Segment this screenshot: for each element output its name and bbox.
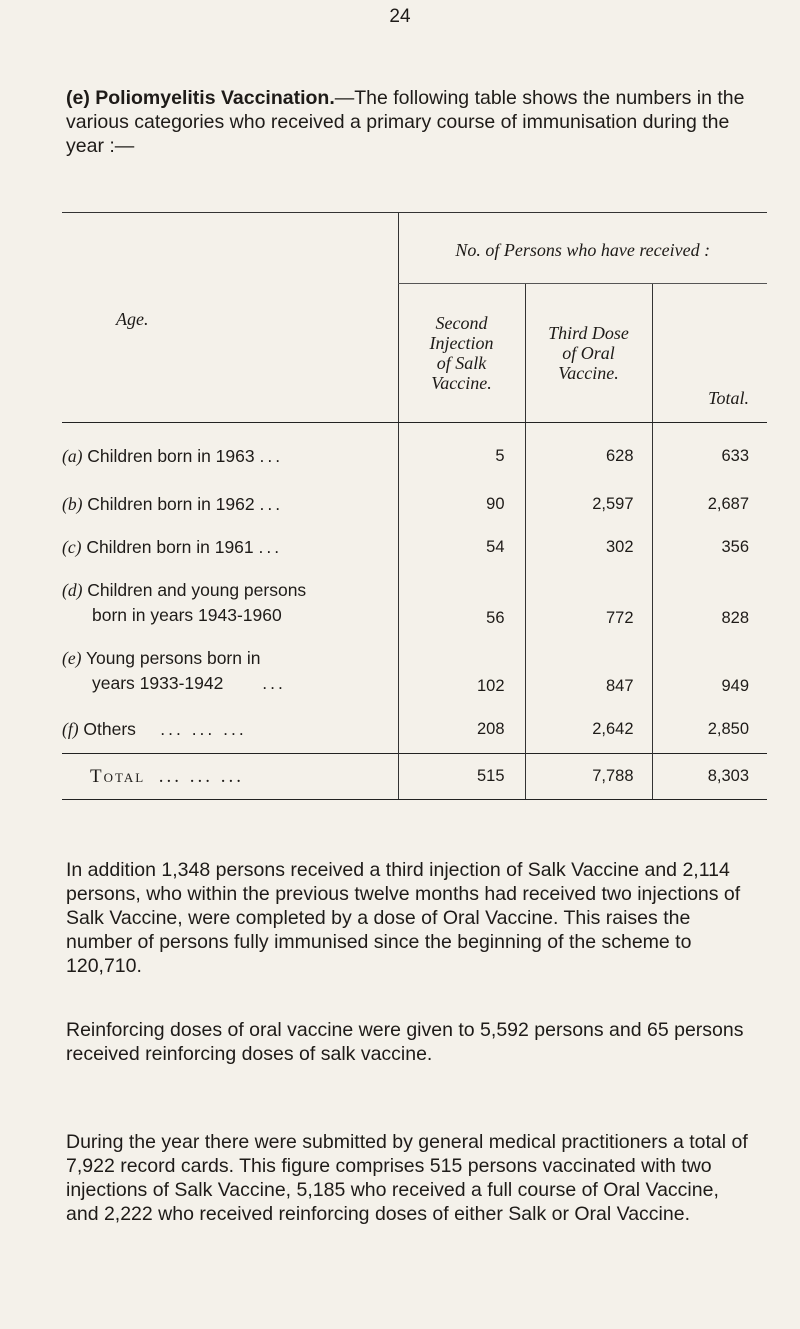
salk-value: 54 [398,526,525,569]
table-row [62,637,767,705]
row-leader: ... ... ... [158,766,244,787]
vaccination-table [62,212,767,800]
row-label-text: Others [83,718,136,739]
row-label [62,637,398,705]
oral-total-value: 7,788 [525,754,652,800]
salk-header-line: of Salk [436,353,487,373]
row-letter: (b) [62,494,83,514]
salk-value: 90 [398,483,525,526]
paragraph-reinforcing-doses: Reinforcing doses of oral vaccine were given to 5,592 persons and 65 persons received reinforcing doses of salk vaccine. [66,1019,744,1065]
oral-value: 302 [525,526,652,569]
row-label-text-continued-value: years 1933-1942 [92,673,224,693]
page-number: 24 [389,6,411,27]
table-row [62,423,767,484]
oral-header-line: Third Dose [548,323,629,343]
paragraph-record-cards: During the year there were submitted by general medical practitioners a total of 7,922 record cards. This figure comprises 515 persons vaccinated with two injections of Salk Vaccine, 5,185 who received a full course of Oral Vaccine, and 2,222 who received reinforcing doses of either Salk or Oral Vaccine. [66,1131,748,1225]
vaccination-table-container [62,212,767,800]
table-row [62,569,767,637]
row-letter: (c) [62,537,82,557]
row-label [62,423,398,484]
persons-received-group-header: No. of Persons who have received : [398,213,767,284]
row-label-text: Children born in 1963 [87,445,255,466]
total-column-header: Total. [652,284,767,423]
oral-column-header [525,284,652,423]
table-row [62,705,767,754]
table-row [62,483,767,526]
salk-header-line: Second [435,313,488,333]
total-row-label-text: Total [90,766,146,787]
row-leader: ... [259,445,284,466]
intro-text: —The following table shows the numbers in the various categories who received a primary course of immunisation during the year :— [66,87,745,157]
total-value: 2,687 [652,483,767,526]
row-label [62,526,398,569]
paragraph-additional-doses: In addition 1,348 persons received a third injection of Salk Vaccine and 2,114 persons, who within the previous twelve months had received two injections of Salk Vaccine, were completed by a dose of Oral Vaccine. This raises the number of persons fully immunised since the beginning of the scheme to 120,710. [66,859,741,977]
salk-value: 102 [398,637,525,705]
oral-value: 847 [525,637,652,705]
row-label-text: Children and young persons [87,580,307,600]
row-label [62,705,398,754]
total-value: 828 [652,569,767,637]
oral-header-line: Vaccine. [558,363,619,383]
salk-value: 5 [398,423,525,484]
row-leader: ... [258,537,283,557]
row-label [62,569,398,637]
table-row [62,526,767,569]
salk-total-value: 515 [398,754,525,800]
row-leader: ... [262,673,286,693]
row-label-text-continued: born in years 1943-1960 [92,605,282,625]
total-row-label [62,754,398,800]
row-label [62,483,398,526]
total-value: 949 [652,637,767,705]
intro-paragraph [66,86,756,158]
grand-total-value: 8,303 [652,754,767,800]
row-leader: ... ... ... [160,718,247,739]
oral-value: 2,642 [525,705,652,754]
row-letter: (f) [62,718,79,739]
row-label-text: Children born in 1961 [86,537,254,557]
section-heading: (e) Poliomyelitis Vaccination. [66,87,335,109]
age-column-header: Age. [62,213,398,423]
row-label-text-continued [62,671,398,696]
total-value: 2,850 [652,705,767,754]
salk-value: 56 [398,569,525,637]
salk-column-header [398,284,525,423]
row-label-text: Young persons born in [85,648,261,668]
row-letter: (d) [62,580,83,600]
total-row [62,754,767,800]
row-leader: ... [259,494,284,514]
salk-header-line: Injection [429,333,494,353]
oral-value: 628 [525,423,652,484]
oral-value: 2,597 [525,483,652,526]
row-label-text: Children born in 1962 [87,494,255,514]
row-letter: (a) [62,445,83,466]
total-value: 356 [652,526,767,569]
salk-value: 208 [398,705,525,754]
total-value: 633 [652,423,767,484]
oral-value: 772 [525,569,652,637]
row-letter: (e) [62,648,82,668]
oral-header-line: of Oral [562,343,615,363]
salk-header-line: Vaccine. [431,373,492,393]
